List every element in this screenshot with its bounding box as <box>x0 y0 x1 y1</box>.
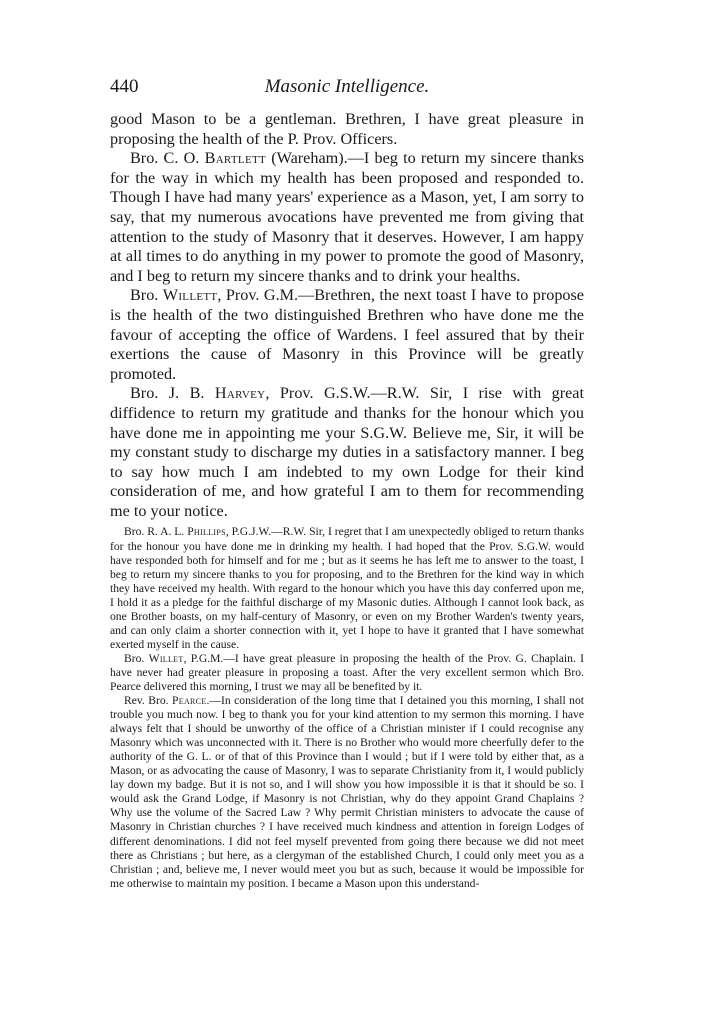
speaker-prefix: Bro. <box>124 651 149 665</box>
body-large <box>110 110 584 521</box>
paragraph-text: , Prov. G.M.—Brethren, the next toast I have to propose is the health of the two distinguished Brethren who have done me the favour of accepting the office of Wardens. I feel assured that by their exertions the cause of Masonry in this Province will be greatly promoted. <box>110 286 584 383</box>
running-title: Masonic Intelligence. <box>264 76 430 97</box>
paragraph <box>110 286 584 384</box>
page-header <box>110 76 584 110</box>
paragraph <box>110 149 584 286</box>
paragraph-text: , Prov. G.S.W.—R.W. Sir, I rise with great diffidence to return my gratitude and thanks for the honour which you have done me in appointing me your S.G.W. Believe me, Sir, it will be my constant study to discharge my duties in a satisfactory manner. I beg to say how much I am indebted to my own Lodge for their kind consideration of me, and how grateful I am to them for recommending me to your notice. <box>110 384 584 520</box>
speaker-name: Harvey <box>214 384 266 403</box>
paragraph <box>110 110 584 149</box>
speaker-prefix: Bro. <box>130 286 163 305</box>
page-number: 440 <box>110 76 139 97</box>
paragraph <box>110 525 584 651</box>
paragraph-text: , P.G.J.W.—R.W. Sir, I regret that I am unexpectedly obliged to return thanks for the honour you have done me in drinking my health. I had hoped that the Prov. S.G.W. would have responded both for himself and for me ; but as it seems he has left me to answer to the toast, I beg to return my sincere thanks to you for proposing, and to the Brethren for the kind way in which they have received my health. With regard to the honour which you have this day conferred upon me, I hold it as a pledge for the faithful discharge of my Masonic duties. Although I cannot look back, as one Brother boasts, on my half-century of Masonry, or even on my Brother Warden's twenty years, and can only claim a shorter connection with it, yet I hope to have it granted that I have somewhat exerted myself in the cause. <box>110 525 584 651</box>
body-small <box>110 525 584 890</box>
paragraph-text: (Wareham).—I beg to return my sincere thanks for the way in which my health has been proposed and responded to. Though I have had many years' experience as a Mason, yet, I am sorry to say, that my numerous avocations have prevented me from giving that attention to the study of Masonry that it deserves. However, I am happy at all times to do anything in my power to promote the good of Masonry, and I beg to return my sincere thanks and to drink your healths. <box>110 149 584 285</box>
document-page <box>110 76 584 891</box>
speaker-prefix: Bro. R. A. L. <box>124 525 188 539</box>
paragraph <box>110 694 584 891</box>
paragraph-text: good Mason to be a gentleman. Brethren, I have great pleasure in proposing the health of the P. Prov. Officers. <box>110 110 584 148</box>
speaker-name: Willett <box>162 286 218 305</box>
speaker-name: Bartlett <box>204 149 267 168</box>
speaker-prefix: Bro. C. O. <box>130 149 205 168</box>
speaker-prefix: Bro. J. B. <box>130 384 215 403</box>
speaker-name: Phillips <box>187 525 226 539</box>
paragraph <box>110 384 584 521</box>
speaker-name: Pearce <box>172 694 207 708</box>
speaker-prefix: Rev. Bro. <box>124 694 173 708</box>
paragraph-text: .—In consideration of the long time that I detained you this morning, I shall not trouble you much now. I beg to thank you for your kind attention to my sermon this morning. I have always felt that I should be unworthy of the office of a Christian minister if I could recognise any Masonry which was unconnected with it. There is no Brother who would more cheerfully defer to the authority of the G. L. or of that of this Province than I would ; but if I were told by either that, as a Mason, or as advocating the cause of Masonry, I was to separate Christianity from it, I would publicly lay down my badge. But it is not so, and I will show you how impossible it is that it should be so. I would ask the Grand Lodge, if Masonry is not Christian, why do they appoint Grand Chaplains ? Why use the volume of the Sacred Law ? Why permit Christian ministers to advocate the cause of Masonry in Christian churches ? I have received much kindness and attention in foreign Lodges of different denominations. I did not feel myself prevented from going there because we did not meet there as Christians ; but here, as a clergyman of the established Church, I could only meet you as a Christian ; and, believe me, I never would meet you but as such, because it would be impossible for me otherwise to maintain my position. I became a Mason upon this understand- <box>110 694 584 890</box>
speaker-name: Willet <box>148 651 184 665</box>
paragraph <box>110 652 584 694</box>
paragraph-text: , P.G.M.—I have great pleasure in proposing the health of the Prov. G. Chaplain. I have never had greater pleasure in proposing a toast. After the very excellent sermon which Bro. Pearce delivered this morning, I trust we may all be benefited by it. <box>110 651 584 693</box>
